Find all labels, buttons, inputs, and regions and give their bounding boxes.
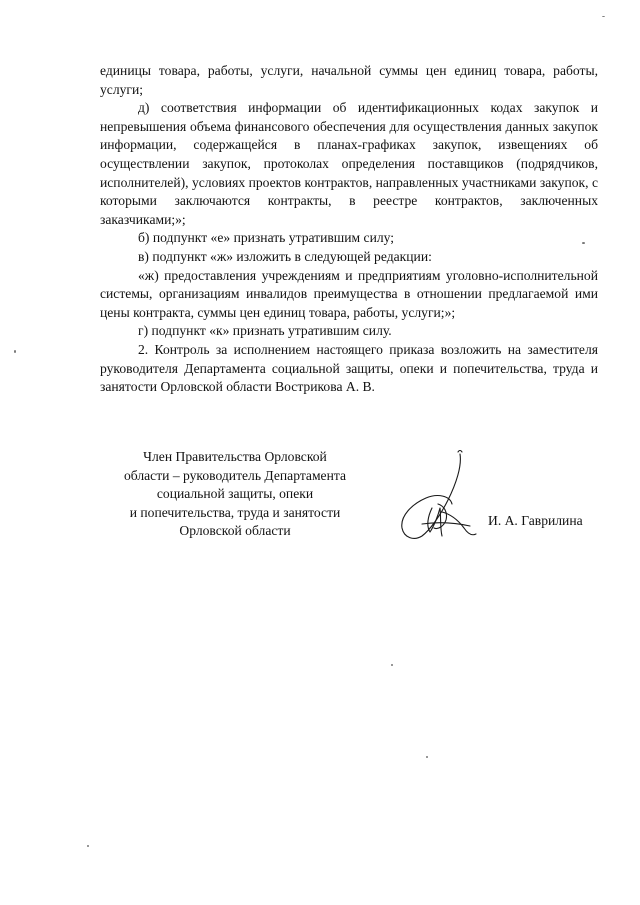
scan-speck: [426, 756, 428, 758]
paragraph-item-d: д) соответствия информации об идентификационных кодах закупок и непревышения объема финансового обеспечения для осуществления данных закупок информации, содержащейся в планах-графиках закупок, извещениях об осуществлении закупок, протоколах определения поставщиков (подрядчиков, исполнителей), условиях проектов контрактов, направленных участниками закупок, с которыми заключаются контракты, в реестре контрактов, заключенных заказчиками;»;: [100, 100, 598, 227]
handwritten-signature: [392, 446, 482, 546]
signatory-name: И. А. Гаврилина: [488, 513, 583, 528]
paragraph-item-b: б) подпункт «е» признать утратившим силу;: [138, 230, 395, 246]
scan-speck: [582, 242, 585, 244]
signatory-position: [100, 448, 370, 541]
paragraph-item-v: в) подпункт «ж» изложить в следующей редакции:: [138, 248, 432, 264]
scan-speck: [391, 664, 393, 666]
scan-speck: [602, 16, 605, 17]
signatory-position-line: Орловской области: [179, 523, 291, 539]
paragraph-point-2: 2. Контроль за исполнением настоящего приказа возложить на заместителя руководителя Департамента социальной защиты, опеки и попечительства, труда и занятости Орловской области Вострикова А. В.: [100, 341, 598, 395]
signatory-position-line: и попечительства, труда и занятости: [129, 504, 341, 520]
signatory-position-line: области – руководитель Департамента: [123, 467, 347, 483]
document-body: [100, 62, 598, 397]
scan-speck: [14, 350, 16, 353]
paragraph-item-zh: «ж) предоставления учреждениям и предприятиям уголовно-исполнительной системы, организациям инвалидов преимущества в отношении предлагаемой ими цены контракта, суммы цен единиц товара, работы, услуги;»;: [100, 267, 598, 320]
paragraph-continuation: единицы товара, работы, услуги, начальной суммы цен единиц товара, работы, услуги;: [100, 63, 598, 97]
scan-speck: [87, 845, 89, 847]
signatory-position-line: социальной защиты, опеки: [156, 486, 314, 502]
paragraph-item-g: г) подпункт «к» признать утратившим силу.: [138, 323, 392, 339]
signatory-position-line: Член Правительства Орловской: [143, 449, 327, 464]
